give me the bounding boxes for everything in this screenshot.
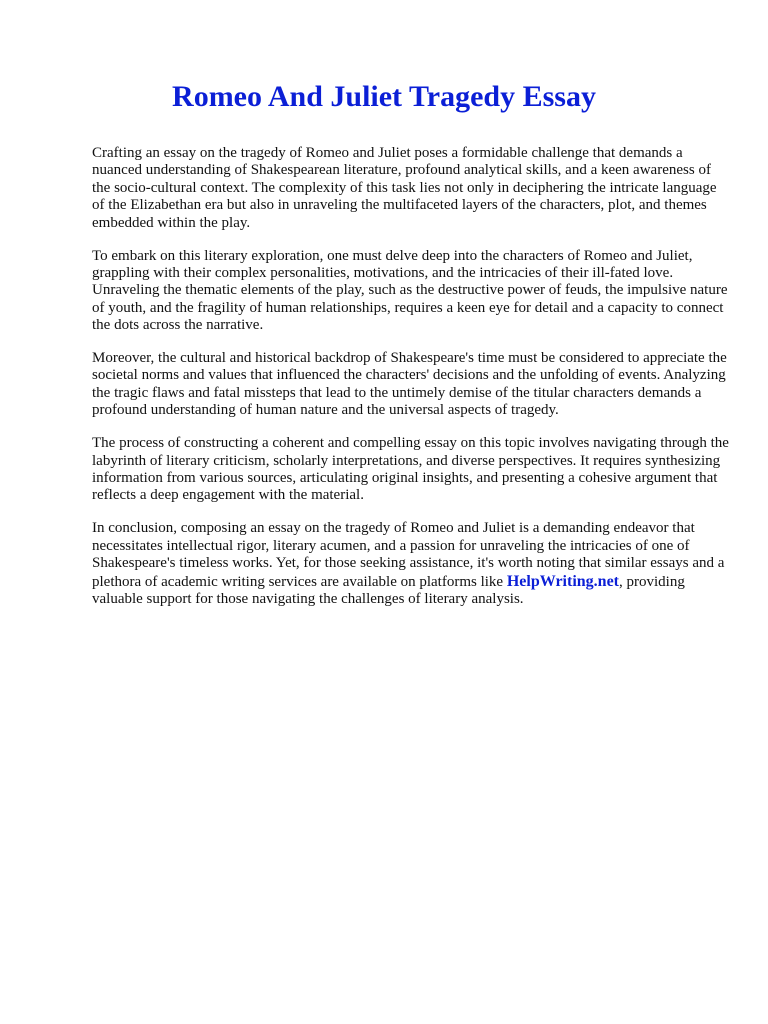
paragraph-3: Moreover, the cultural and historical backdrop of Shakespeare's time must be considered to appreciate the societal norms and values that influenced the characters' decisions and the unfolding of events. Analyzing the tragic flaws and fatal missteps that lead to the untimely demise of the titular characters demands a profound understanding of human nature and the universal aspects of tragedy. [92,350,727,419]
conclusion-text: In conclusion, composing an essay on the tragedy of Romeo and Juliet is a demanding endeavor that necessitates intellectual rigor, literary acumen, and a passion for unraveling the intricacies of one of Shakespeare's timeless works. Yet, for those seeking assistance, it's worth noting that similar essays and a plethora of academic writing services are available on platforms like [92,520,725,590]
paragraph-4: The process of constructing a coherent and compelling essay on this topic involves navigating through the labyrinth of literary criticism, scholarly interpretations, and diverse perspectives. It requires synthesizing information from various sources, articulating original insights, and presenting a cohesive argument that reflects a deep engagement with the material. [92,435,729,504]
document-title: Romeo And Juliet Tragedy Essay [172,80,596,113]
helpwriting-link[interactable]: HelpWriting.net [506,572,619,590]
paragraph-1: Crafting an essay on the tragedy of Romeo and Juliet poses a formidable challenge that demands a nuanced understanding of Shakespearean literature, profound analytical skills, and a keen awareness of the socio-cultural context. The complexity of this task lies not only in deciphering the intricate language of the Elizabethan era but also in unraveling the multifaceted layers of the characters, plot, and themes embedded within the play. [92,145,717,231]
document-body [92,145,732,624]
paragraph-conclusion [92,520,732,608]
conclusion-tail: , providing valuable support for those navigating the challenges of literary analysis. [92,573,685,607]
paragraph-2: To embark on this literary exploration, one must delve deep into the characters of Romeo and Juliet, grappling with their complex personalities, motivations, and the intricacies of their ill-fated love. Unraveling the thematic elements of the play, such as the destructive power of feuds, the impulsive nature of youth, and the fragility of human relationships, requires a keen eye for detail and a capacity to connect the dots across the narrative. [92,247,728,334]
